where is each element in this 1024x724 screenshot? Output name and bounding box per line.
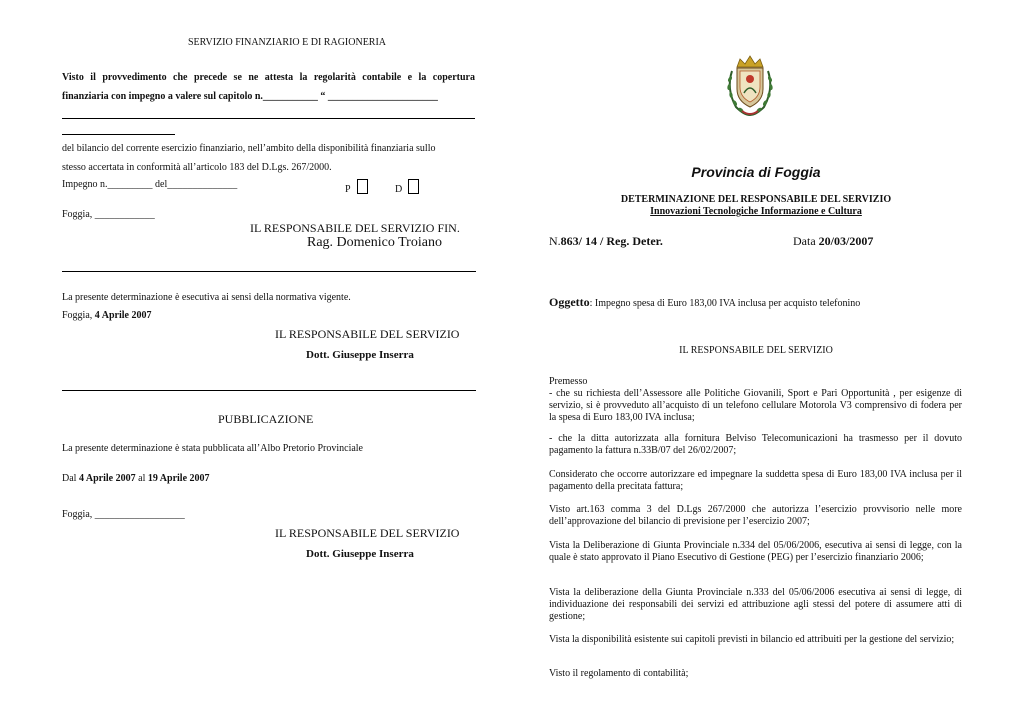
dal-al-line bbox=[62, 473, 210, 485]
data-prefix: Data bbox=[793, 234, 819, 248]
blank-line-1 bbox=[62, 118, 475, 119]
blank-line-2 bbox=[62, 134, 175, 135]
esecutiva-text: La presente determinazione è esecutiva ai sensi della normativa vigente. bbox=[62, 292, 351, 303]
paragraph-5: Vista la Deliberazione di Giunta Provinciale n.334 del 05/06/2006, esecutiva ai sensi di legge, con la quale è stato approvato il Piano Esecutivo di Gestione (PEG) per l’esercizio finanziario 2006; bbox=[549, 540, 962, 563]
divider-2 bbox=[62, 390, 476, 391]
pubblicata-text: La presente determinazione è stata pubblicata all’Albo Pretorio Provinciale bbox=[62, 443, 363, 454]
esecutiva-date: 4 Aprile 2007 bbox=[94, 310, 152, 321]
foggia-blank-1: Foggia, ____________ bbox=[62, 209, 155, 220]
det-title: DETERMINAZIONE DEL RESPONSABILE DEL SERVIZIO bbox=[620, 194, 892, 205]
checkbox-p-label: P bbox=[345, 184, 351, 195]
left-header: SERVIZIO FINANZIARIO E DI RAGIONERIA bbox=[187, 37, 387, 48]
provincia-title: Provincia di Foggia bbox=[691, 164, 821, 180]
resp-heading: IL RESPONSABILE DEL SERVIZIO bbox=[679, 345, 833, 356]
visto-line1: Visto il provvedimento che precede se ne attesta la regolarità contabile e la copertura bbox=[62, 72, 475, 83]
checkbox-d-box[interactable] bbox=[408, 179, 419, 194]
al-date: 19 Aprile 2007 bbox=[147, 473, 210, 484]
bilancio-line1: del bilancio del corrente esercizio finanziario, nell’ambito della disponibilità finanziaria sullo bbox=[62, 143, 436, 154]
esecutiva-date-prefix: Foggia, bbox=[62, 310, 95, 321]
data-value: 20/03/2007 bbox=[818, 234, 874, 248]
coat-of-arms-icon bbox=[722, 53, 778, 119]
paragraph-3: Considerato che occorre autorizzare ed impegnare la suddetta spesa di Euro 183,00 IVA inclusa per il pagamento della precitata fattura; bbox=[549, 469, 962, 492]
provincia-coat-of-arms bbox=[722, 53, 778, 119]
oggetto-text: : Impegno spesa di Euro 183,00 IVA inclusa per acquisto telefonino bbox=[589, 298, 861, 309]
paragraph-8: Visto il regolamento di contabilità; bbox=[549, 668, 689, 679]
dal-date: 4 Aprile 2007 bbox=[78, 473, 136, 484]
numero-line bbox=[549, 234, 663, 249]
det-subtitle: Innovazioni Tecnologiche Informazione e Cultura bbox=[650, 206, 862, 217]
num-prefix: N. bbox=[549, 234, 561, 248]
paragraph-4: Visto art.163 comma 3 del D.Lgs 267/2000 che autorizza l’esercizio provvisorio nelle more dell’approvazione del bilancio di previsione per l’esercizio 2007; bbox=[549, 504, 962, 527]
checkbox-p-box[interactable] bbox=[357, 179, 368, 194]
resp2-title: IL RESPONSABILE DEL SERVIZIO bbox=[275, 526, 460, 540]
bilancio-line2: stesso accertata in conformità all’articolo 183 del D.Lgs. 267/2000. bbox=[62, 162, 332, 173]
resp1-name: Dott. Giuseppe Inserra bbox=[306, 349, 414, 361]
al-label: al bbox=[135, 473, 148, 484]
impegno-line: Impegno n._________ del______________ bbox=[62, 179, 238, 190]
dal-label: Dal bbox=[62, 473, 79, 484]
esecutiva-date-line bbox=[62, 310, 151, 322]
visto-line2: finanziaria con impegno a valere sul capitolo n.___________ “ ______________________ bbox=[62, 91, 438, 102]
pubblicazione-title: PUBBLICAZIONE bbox=[218, 412, 314, 426]
resp1-title: IL RESPONSABILE DEL SERVIZIO bbox=[275, 327, 460, 341]
num-value: 863/ 14 / Reg. Deter. bbox=[560, 234, 663, 248]
divider-1 bbox=[62, 271, 476, 272]
oggetto-line bbox=[549, 295, 860, 310]
oggetto-label: Oggetto bbox=[549, 295, 590, 309]
paragraph-2: - che la ditta autorizzata alla fornitura Belviso Telecomunicazioni ha trasmesso per il dovuto pagamento la fattura n.33B/07 del 26/02/2007; bbox=[549, 433, 962, 456]
paragraph-6: Vista la deliberazione della Giunta Provinciale n.333 del 05/06/2006 esecutiva ai sensi di legge, di individuazione dei responsabili dei servizi ed attribuzione agli stessi del potere di assumere atti di gestione; bbox=[549, 587, 962, 622]
foggia-blank-2: Foggia, __________________ bbox=[62, 509, 185, 520]
resp2-name: Dott. Giuseppe Inserra bbox=[306, 548, 414, 560]
checkbox-d-label: D bbox=[395, 184, 403, 195]
resp-fin-name: Rag. Domenico Troiano bbox=[307, 235, 442, 250]
resp-fin-title: IL RESPONSABILE DEL SERVIZIO FIN. bbox=[250, 221, 460, 235]
paragraph-7: Vista la disponibilità esistente sui capitoli previsti in bilancio ed attribuiti per la gestione del servizio; bbox=[549, 634, 955, 645]
checkbox-p[interactable] bbox=[345, 179, 368, 196]
paragraph-1: - che su richiesta dell’Assessore alle Politiche Giovanili, Sport e Pari Opportunità , per esigenze di servizio, si è provveduto all’acquisto di un telefono cellulare Motorola V3 comprensivo di fodera per la spesa di Euro 183,00 IVA inclusa; bbox=[549, 388, 962, 423]
premesso-label: Premesso bbox=[549, 376, 588, 387]
checkbox-d[interactable] bbox=[395, 179, 419, 196]
data-line bbox=[793, 234, 873, 249]
